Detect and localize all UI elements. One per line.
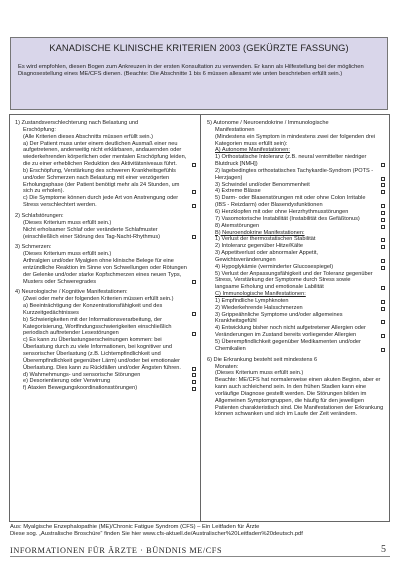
group-title: A) Autonome Manifestationen: [215, 147, 290, 154]
criterion-item-text: b) Erschöpfung, Verstärkung des schweren Krankheitsgefühls und/oder Schmerzen nach Belastung mit einer verzögerten Erholungsphase (der Patient benötigt mehr als 24 Stunden, um sich zu erholen). [23, 167, 180, 195]
criterion-item-text: d) Wahrnehmungs- und sensorische Störungen [23, 371, 141, 378]
manifestation-item [207, 236, 385, 243]
checkbox[interactable] [192, 380, 196, 384]
checkbox[interactable] [381, 307, 385, 311]
right-column [207, 120, 385, 422]
manifestation-item [207, 298, 385, 305]
manifestation-item [207, 216, 385, 223]
manifestation-item-text: 3) Schwindel und/oder Benommenheit [215, 181, 310, 188]
checkbox[interactable] [381, 300, 385, 304]
manifestation-item [207, 243, 385, 250]
document-title: KANADISCHE KLINISCHE KRITERIEN 2003 (GEKÜRZTE FASSUNG) [49, 43, 349, 53]
manifestation-item [207, 325, 385, 339]
manifestation-item [207, 305, 385, 312]
manifestation-item [207, 250, 385, 264]
checkbox[interactable] [381, 163, 385, 167]
page-number: 5 [381, 544, 386, 555]
checkbox[interactable] [192, 332, 196, 336]
checkbox[interactable] [381, 348, 385, 352]
criterion-item-text: f) Ataxien Bewegungskoordinationsstörungen) [23, 385, 138, 392]
checkbox[interactable] [381, 334, 385, 338]
checkbox[interactable] [381, 245, 385, 249]
section-heading: 1) Zustandsverschlechterung nach Belastung und [15, 120, 139, 126]
manifestation-item [207, 312, 385, 326]
checkbox[interactable] [192, 367, 196, 371]
manifestation-item [207, 271, 385, 292]
manifestation-item [207, 182, 385, 189]
checkbox[interactable] [192, 204, 196, 208]
criterion-section [15, 244, 196, 285]
checkbox[interactable] [381, 218, 385, 222]
checkbox[interactable] [192, 387, 196, 391]
criterion-item-text: Nicht erholsamer Schlaf oder veränderte Schlafmuster (einschließlich einer Störung des Tag-Nacht-Rhythmus) [23, 226, 161, 240]
criterion-section [15, 213, 196, 240]
manifestation-item-text: 1) Orthostatische Intoleranz (z.B. neural vermittelter niedriger Blutdruck [NMH]) [215, 154, 367, 168]
group-title: C) Immunologische Manifestationen: [215, 291, 306, 298]
criterion-item-text: b) Schwierigkeiten mit der Informationsverarbeitung, der Kategorisierung, Wortfindungsschwierigkeiten einschließlich periodisch auftretender Lesestörungen [23, 316, 172, 337]
criterion-item-text: a) Beeinträchtigung der Konzentrationsfähigkeit und des Kurzzeitgedächtnisses [23, 303, 163, 316]
section-note: (Alle Kriterien dieses Abschnitts müssen erfüllt sein.) [23, 133, 153, 140]
checkbox[interactable] [381, 259, 385, 263]
criterion-item [15, 385, 196, 392]
left-column [15, 120, 196, 396]
checkbox[interactable] [192, 373, 196, 377]
manifestation-item [207, 188, 385, 195]
checkbox[interactable] [381, 238, 385, 242]
checkbox[interactable] [381, 204, 385, 208]
manifestation-item-text: 8) Atemstörungen [215, 222, 260, 229]
checkbox[interactable] [381, 211, 385, 215]
checkbox[interactable] [192, 190, 196, 194]
section-note: (Zwei oder mehr der folgenden Kriterien müssen erfüllt sein.) [23, 296, 174, 303]
checkbox[interactable] [192, 163, 196, 167]
checkbox[interactable] [192, 280, 196, 284]
manifestation-item [207, 209, 385, 216]
manifestation-item [207, 195, 385, 209]
manifestation-item [207, 223, 385, 230]
checkbox[interactable] [192, 312, 196, 316]
criterion-item-text: c) Die Symptome können durch jede Art von Anstrengung oder Stress verschlechtert werden. [23, 195, 179, 209]
source-line: Aus: Myalgische Enzephalopathie (ME)/Chronic Fatigue Syndrom (CFS) – Ein Leitfaden für Ärzte [10, 524, 260, 530]
checkbox[interactable] [381, 183, 385, 187]
section-heading-cont: Manifestationen [215, 126, 255, 133]
manifestation-item [207, 168, 385, 182]
manifestation-item-text: 2) lagebedingtes orthostatisches Tachykardie-Syndrom (POTS - Herzjagen) [215, 167, 374, 181]
checkbox[interactable] [192, 235, 196, 239]
criterion-item [15, 141, 196, 168]
checkbox[interactable] [381, 225, 385, 229]
source-note [10, 524, 395, 539]
criterion-item [15, 227, 196, 241]
manifestation-item-text: 2) Intoleranz gegenüber Hitze/Kälte [215, 243, 304, 250]
manifestation-item-text: 2) Wiederkehrende Halsschmerzen [215, 304, 303, 311]
section-note: (Mindestens ein Symptom in mindestens zwei der folgenden drei Kategorien muss erfüllt sein): [215, 133, 376, 147]
criterion-item [15, 303, 196, 317]
criterion-section [207, 120, 385, 353]
section-heading-cont: Monaten: [215, 363, 239, 370]
manifestation-item-text: 6) Herzklopfen mit oder ohne Herzrhythmusstörungen [215, 208, 349, 215]
section-heading: 5) Autonome / Neuroendokrine / Immunologische [207, 120, 329, 126]
footer-brand: INFORMATIONEN FÜR ÄRZTE · BÜNDNIS ME/CFS [10, 546, 223, 555]
criterion-section [15, 120, 196, 209]
column-divider [200, 114, 201, 522]
criterion-item-text: e) Desorientierung oder Verwirrung [23, 378, 111, 385]
manifestation-item [207, 339, 385, 353]
section-heading: 3) Schmerzen: [15, 244, 52, 251]
criterion-item-text: a) Der Patient muss unter einem deutlichen Ausmaß einer neu aufgetretenen, anderweitig nicht erklärbaren, andauernden oder wiederkehrenden körperlichen oder mentalen Erschöpfung leiden, die zu einer erheblichen Reduktion des Aktivitätsniveaus führt. [23, 140, 187, 168]
criterion-item [15, 195, 196, 209]
section-note: (Dieses Kriterium muss erfüllt sein.) [23, 251, 112, 258]
criterion-item [15, 337, 196, 371]
criterion-item-text: c) Es kann zu Überlastungserscheinungen kommen: bei Überlastung durch zu viele Informationen, bei kognitiver und sensorischer Überlastung (z.B. Lichtempfindlichkeit und Überempfindlichkeit gegenüber Lärm) und/oder bei emotionaler Überlastung. Dies kann zu Rückfällen und/oder Ängsten führen. [23, 337, 181, 371]
section-note: (Dieses Kriterium muss erfüllt sein.) [23, 219, 112, 226]
criteria-header [10, 37, 388, 110]
checkbox[interactable] [381, 320, 385, 324]
manifestation-item-text: 7) Vasomotorische Instabilität (Instabilität des Gefäßtonus) [215, 215, 360, 222]
manifestation-item [207, 154, 385, 168]
manifestation-item-text: 5) Überempfindlichkeit gegenüber Medikamenten und/oder Chemikalien [215, 339, 361, 352]
manifestation-item-text: 5) Darm- oder Blasenstörungen mit oder ohne Colon Irritable (IBS - Reizdarm) oder Blasendysfunktionen [215, 195, 366, 209]
manifestation-item-text: 1) Verlust der thermostatischen Stabilität [215, 236, 316, 243]
manifestation-item-text: 4) Hypoglykämie (verminderter Glucosespiegel) [215, 263, 334, 270]
section-heading: 2) Schlafstörungen: [15, 212, 64, 219]
section-heading-cont: Erschöpfung: [23, 126, 56, 133]
manifestation-item-text: 4) Entwicklung bisher noch nicht aufgetretener Allergien oder Veränderungen im Zustand bereits vorliegender Allergien [215, 325, 366, 339]
manifestation-item [207, 264, 385, 271]
intro-text: Es wird empfohlen, diesen Bogen zum Ankreuzen in der ersten Konsultation zu verwenden. Er kann als Hilfestellung bei der möglichen Diagnosestellung eines ME/CFS dienen. (Beachte: Die Abschnitte 1 bis 6 müssen allesamt wie unten beschrieben erfüllt sein.) [18, 64, 364, 78]
criterion-item-text: Arthralgien und/oder Myalgien ohne klinische Belege für eine entzündliche Reaktion im Sinne von Schwellungen oder Rötungen der Gelenke und/oder starke Kopfschmerzen eines neuen Typs, Musters oder Schweregrades [23, 258, 187, 285]
criterion-item [15, 317, 196, 338]
criterion-section [207, 357, 385, 419]
criterion-section [15, 289, 196, 392]
section-remark: Beachte: ME/CFS hat normalerweise einen akuten Beginn, aber er kann auch schleichend sein. In den frühen Stadien kann eine vorläufige Diagnose gestellt werden. Die Störungen bilden im Allgemeinen Symptomgruppen, die häufig für den jeweiligen Patienten charakteristisch sind. Die Manifestationen der Erkrankung können schwanken und sich im Laufe der Zeit verändern. [215, 377, 384, 418]
checkbox[interactable] [381, 286, 385, 290]
manifestation-item-text: 3) Grippeähnliche Symptome und/oder allgemeines Krankheitsgefühl [215, 311, 343, 325]
criterion-item [15, 372, 196, 379]
group-title: B) Neuroendokrine Manifestationen: [215, 229, 305, 236]
brochure-line: Diese sog. „Australische Broschüre“ finden Sie hier www.cfs-aktuell.de/Australischer%20Leitfaden%20deutsch.pdf [10, 531, 303, 538]
checkbox[interactable] [381, 190, 385, 194]
manifestation-item-text: 1) Empfindliche Lymphknoten [215, 297, 289, 304]
manifestation-item-text: 4) Extreme Blässe [215, 188, 261, 195]
footer-rule [10, 556, 390, 557]
section-heading: 6) Die Erkrankung besteht seit mindestens 6 [207, 356, 318, 363]
checkbox[interactable] [381, 177, 385, 181]
manifestation-item-text: 5) Verlust der Anpassungsfähigkeit und der Toleranz gegenüber Stress, Verstärkung der Symptome durch Stress sowie langsame Erholung und emotionale Labilität [215, 270, 373, 291]
criterion-item [15, 168, 196, 195]
section-note: (Dieses Kriterium muss erfüllt sein.) [215, 370, 304, 377]
criterion-item [15, 258, 196, 285]
section-heading: 4) Neurologische / Kognitive Manifestationen: [15, 289, 128, 296]
checkbox[interactable] [381, 266, 385, 270]
criterion-item [15, 378, 196, 385]
manifestation-item-text: 3) Appetitverlust oder abnormaler Appetit, Gewichtsveränderungen [215, 250, 318, 263]
